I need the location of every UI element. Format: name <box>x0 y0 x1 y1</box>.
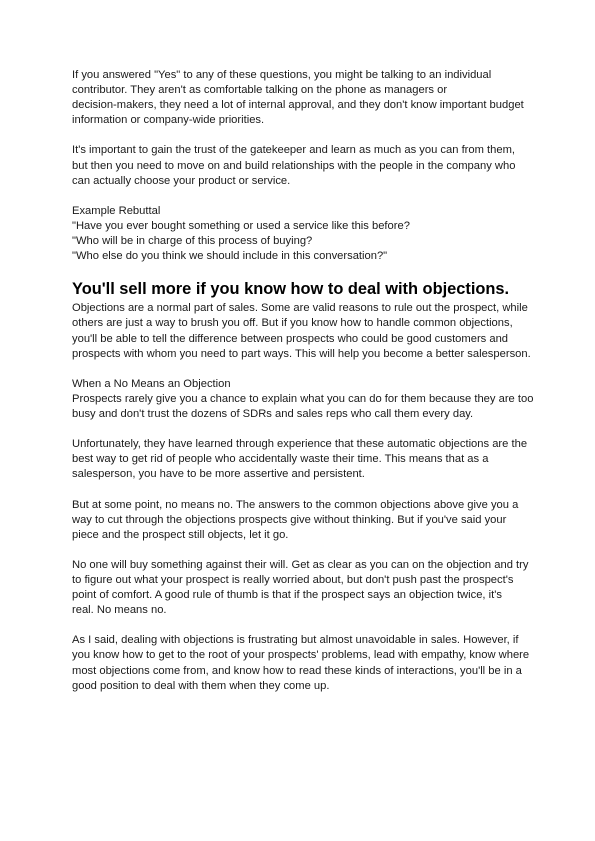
subsection-title: When a No Means an Objection <box>72 377 231 390</box>
paragraph-automatic-objections <box>72 437 532 482</box>
paragraph-conclusion <box>72 633 532 693</box>
section-heading: You'll sell more if you know how to deal with objections. <box>72 280 510 299</box>
paragraph-individual-contributor <box>72 68 532 128</box>
text-line: can actually choose your product or service. <box>72 174 291 187</box>
text-line: information or company-wide priorities. <box>72 114 265 127</box>
paragraph-gatekeeper <box>72 143 532 188</box>
text-line: busy and don't trust the dozens of SDRs and sales reps who call them every day. <box>72 407 474 420</box>
text-line: to figure out what your prospect is really worried about, but don't push past the prospect's <box>72 574 514 586</box>
rebuttal-line: "Have you ever bought something or used a service like this before? <box>72 219 410 232</box>
text-line: decision-makers, they need a lot of internal approval, and they don't know important budget <box>72 99 524 112</box>
rebuttal-line: "Who will be in charge of this process of buying? <box>72 235 313 248</box>
text-line: contributor. They aren't as comfortable talking on the phone as managers or <box>72 84 448 97</box>
text-line: most objections come from, and know how to read these kinds of interactions, you'll be in a <box>72 664 522 677</box>
text-line: No one will buy something against their will. Get as clear as you can on the objection and try <box>72 558 529 571</box>
text-line: you know how to get to the root of your prospects' problems, lead with empathy, know where <box>72 649 530 662</box>
paragraph-against-their-will <box>72 558 532 618</box>
document-page <box>72 68 532 709</box>
rebuttal-line: "Who else do you think we should include in this conversation?" <box>72 250 388 263</box>
text-line: If you answered "Yes" to any of these questions, you might be talking to an individual <box>72 69 492 81</box>
paragraph-objections-intro <box>72 301 532 361</box>
text-line: As I said, dealing with objections is frustrating but almost unavoidable in sales. However, if <box>72 634 519 647</box>
text-line: others are just a way to brush you off. But if you know how to handle common objections, <box>72 317 513 330</box>
example-rebuttal <box>72 204 532 264</box>
text-line: real. No means no. <box>72 604 167 617</box>
example-rebuttal-title: Example Rebuttal <box>72 204 161 217</box>
text-line: Unfortunately, they have learned through experience that these automatic objections are the <box>72 438 528 451</box>
text-line: you'll be able to tell the difference between prospects who could be good customers and <box>72 332 509 345</box>
text-line: salesperson, you have to be more assertive and persistent. <box>72 468 365 481</box>
text-line: prospects with whom you need to part ways. This will help you become a better salesperson. <box>72 347 531 360</box>
text-line: best way to get rid of people who accidentally waste their time. This means that as a <box>72 453 489 466</box>
subsection-no-means-objection <box>72 377 532 422</box>
text-line: but then you need to move on and build relationships with the people in the company who <box>72 159 516 172</box>
text-line: It's important to gain the trust of the gatekeeper and learn as much as you can from them, <box>72 144 516 157</box>
text-line: Prospects rarely give you a chance to explain what you can do for them because they are too <box>72 392 534 405</box>
text-line: good position to deal with them when they come up. <box>72 679 330 692</box>
text-line: Objections are a normal part of sales. Some are valid reasons to rule out the prospect, while <box>72 302 528 315</box>
text-line: But at some point, no means no. The answers to the common objections above give you a <box>72 498 519 511</box>
text-line: way to cut through the objections prospects give without thinking. But if you've said your <box>72 513 507 526</box>
text-line: piece and the prospect still objects, let it go. <box>72 528 289 541</box>
paragraph-no-means-no <box>72 498 532 543</box>
text-line: point of comfort. A good rule of thumb is that if the prospect says an objection twice, it's <box>72 589 502 602</box>
